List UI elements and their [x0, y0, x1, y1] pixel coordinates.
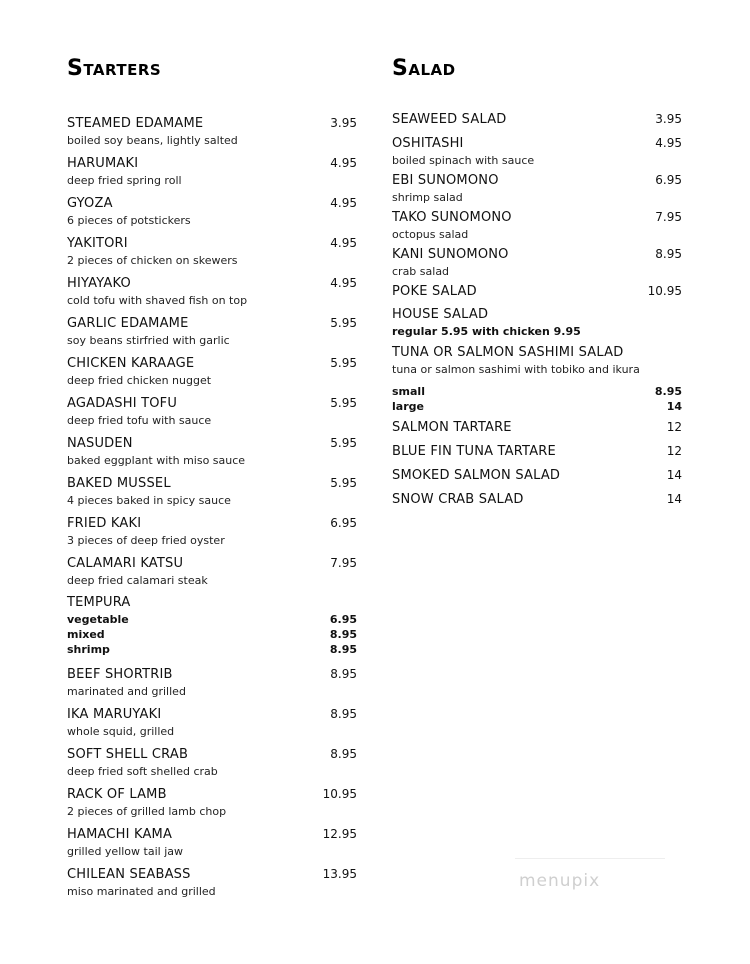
- item-price: 12: [666, 420, 682, 434]
- item-name: KANI SUNOMONO: [392, 247, 509, 262]
- watermark-divider: [515, 858, 665, 859]
- menu-item: [67, 825, 357, 865]
- item-description: soy beans stirfried with garlic: [67, 334, 230, 347]
- item-price: 14: [666, 492, 682, 506]
- item-price: 4.95: [330, 196, 357, 210]
- item-name: SMOKED SALMON SALAD: [392, 468, 561, 483]
- item-description: cold tofu with shaved fish on top: [67, 294, 248, 307]
- item-description: 4 pieces baked in spicy sauce: [67, 494, 231, 507]
- option-price: 8.95: [654, 385, 682, 398]
- item-option: [67, 627, 357, 642]
- item-description: marinated and grilled: [67, 685, 186, 698]
- menu-item: [67, 514, 357, 554]
- menu-item: [67, 354, 357, 394]
- item-description: deep fried tofu with sauce: [67, 414, 212, 427]
- item-description: deep fried chicken nugget: [67, 374, 212, 387]
- item-description: deep fried calamari steak: [67, 574, 208, 587]
- menu-item: [67, 474, 357, 514]
- item-name: TAKO SUNOMONO: [392, 210, 512, 225]
- menu-item: [392, 134, 682, 171]
- menu-item: [67, 114, 357, 154]
- item-description: 3 pieces of deep fried oyster: [67, 534, 225, 547]
- item-name: HARUMAKI: [67, 156, 139, 171]
- option-label: small: [392, 385, 425, 398]
- option-price: 6.95: [329, 613, 357, 626]
- item-description: crab salad: [392, 265, 450, 278]
- menu-item: [67, 194, 357, 234]
- item-description: shrimp salad: [392, 191, 463, 204]
- menu-item: [67, 154, 357, 194]
- item-name: HAMACHI KAMA: [67, 827, 173, 842]
- menu-item: [392, 418, 682, 442]
- menu-item: [67, 745, 357, 785]
- salad-title: Salad: [392, 56, 456, 81]
- item-name: EBI SUNOMONO: [392, 173, 499, 188]
- item-description: boiled soy beans, lightly salted: [67, 134, 238, 147]
- item-price: 4.95: [655, 136, 682, 150]
- menu-item: [67, 665, 357, 705]
- menu-item: [392, 208, 682, 245]
- menu-item: [67, 394, 357, 434]
- item-price: 6.95: [655, 173, 682, 187]
- menu-item: [67, 705, 357, 745]
- item-price: 7.95: [330, 556, 357, 570]
- item-name: SOFT SHELL CRAB: [67, 747, 189, 762]
- item-price: 6.95: [330, 516, 357, 530]
- item-price: 14: [666, 468, 682, 482]
- house-salad-prices: regular 5.95 with chicken 9.95: [392, 325, 581, 338]
- item-name: BAKED MUSSEL: [67, 476, 171, 491]
- item-name: TEMPURA: [67, 595, 131, 610]
- item-price: 5.95: [330, 436, 357, 450]
- option-price: 8.95: [329, 643, 357, 656]
- item-name: BLUE FIN TUNA TARTARE: [392, 444, 556, 459]
- menu-item: [392, 245, 682, 282]
- menu-item-sashimi-salad: [392, 344, 682, 418]
- item-name: CHILEAN SEABASS: [67, 867, 191, 882]
- option-price: 14: [666, 400, 682, 413]
- menu-item-tempura: [67, 594, 357, 665]
- item-price: 13.95: [322, 867, 357, 881]
- menu-item: [392, 466, 682, 490]
- item-description: baked eggplant with miso sauce: [67, 454, 246, 467]
- item-name: POKE SALAD: [392, 284, 477, 299]
- item-name: NASUDEN: [67, 436, 133, 451]
- option-label: vegetable: [67, 613, 129, 626]
- menu-item: [392, 282, 682, 306]
- item-price: 12.95: [322, 827, 357, 841]
- menu-item: [67, 234, 357, 274]
- item-name: OSHITASHI: [392, 136, 464, 151]
- menu-item: [392, 171, 682, 208]
- menu-item: [392, 442, 682, 466]
- item-name: HIYAYAKO: [67, 276, 131, 291]
- item-price: 8.95: [330, 747, 357, 761]
- item-description: 2 pieces of grilled lamb chop: [67, 805, 227, 818]
- item-name: SEAWEED SALAD: [392, 112, 507, 127]
- item-description: 2 pieces of chicken on skewers: [67, 254, 238, 267]
- item-description: deep fried spring roll: [67, 174, 182, 187]
- item-name: FRIED KAKI: [67, 516, 142, 531]
- item-description: octopus salad: [392, 228, 469, 241]
- item-price: 3.95: [655, 112, 682, 126]
- item-description: whole squid, grilled: [67, 725, 175, 738]
- item-price: 8.95: [330, 667, 357, 681]
- item-price: 12: [666, 444, 682, 458]
- item-name: GYOZA: [67, 196, 113, 211]
- option-label: large: [392, 400, 424, 413]
- item-name: STEAMED EDAMAME: [67, 116, 204, 131]
- menu-item: [67, 785, 357, 825]
- item-description: miso marinated and grilled: [67, 885, 216, 898]
- menu-item: [67, 434, 357, 474]
- salad-list: [392, 110, 682, 514]
- item-description: deep fried soft shelled crab: [67, 765, 218, 778]
- item-price: 8.95: [655, 247, 682, 261]
- item-description: grilled yellow tail jaw: [67, 845, 183, 858]
- item-name: CHICKEN KARAAGE: [67, 356, 195, 371]
- item-price: 10.95: [647, 284, 682, 298]
- menu-item: [67, 865, 357, 905]
- item-name: HOUSE SALAD: [392, 307, 489, 322]
- menu-item: [392, 490, 682, 514]
- item-name: BEEF SHORTRIB: [67, 667, 173, 682]
- item-name: IKA MARUYAKI: [67, 707, 162, 722]
- item-price: 5.95: [330, 476, 357, 490]
- menu-item: [392, 110, 682, 134]
- menu-item: [67, 274, 357, 314]
- watermark-logo: menupix: [519, 871, 601, 891]
- item-name: GARLIC EDAMAME: [67, 316, 189, 331]
- item-price: 4.95: [330, 236, 357, 250]
- item-description: boiled spinach with sauce: [392, 154, 535, 167]
- item-price: 7.95: [655, 210, 682, 224]
- item-description: [392, 324, 682, 339]
- item-price: 8.95: [330, 707, 357, 721]
- item-name: SALMON TARTARE: [392, 420, 512, 435]
- item-name: YAKITORI: [67, 236, 128, 251]
- option-price: 8.95: [329, 628, 357, 641]
- item-option: [67, 612, 357, 627]
- item-name: CALAMARI KATSU: [67, 556, 184, 571]
- menu-item: [67, 554, 357, 594]
- menu-item: [392, 306, 682, 344]
- item-price: 3.95: [330, 116, 357, 130]
- item-price: 5.95: [330, 356, 357, 370]
- option-label: shrimp: [67, 643, 110, 656]
- item-name: SNOW CRAB SALAD: [392, 492, 524, 507]
- starters-title: Starters: [67, 56, 162, 81]
- item-description: tuna or salmon sashimi with tobiko and ikura: [392, 363, 640, 376]
- item-price: 4.95: [330, 156, 357, 170]
- item-price: 5.95: [330, 396, 357, 410]
- item-option: [392, 399, 682, 414]
- item-option: [67, 642, 357, 657]
- item-price: 10.95: [322, 787, 357, 801]
- item-name: AGADASHI TOFU: [67, 396, 178, 411]
- item-description: 6 pieces of potstickers: [67, 214, 191, 227]
- item-price: 4.95: [330, 276, 357, 290]
- item-price: 5.95: [330, 316, 357, 330]
- menu-item: [67, 314, 357, 354]
- option-label: mixed: [67, 628, 105, 641]
- item-option: [392, 384, 682, 399]
- item-name: TUNA OR SALMON SASHIMI SALAD: [392, 345, 624, 360]
- starters-list: [67, 114, 357, 905]
- item-name: RACK OF LAMB: [67, 787, 167, 802]
